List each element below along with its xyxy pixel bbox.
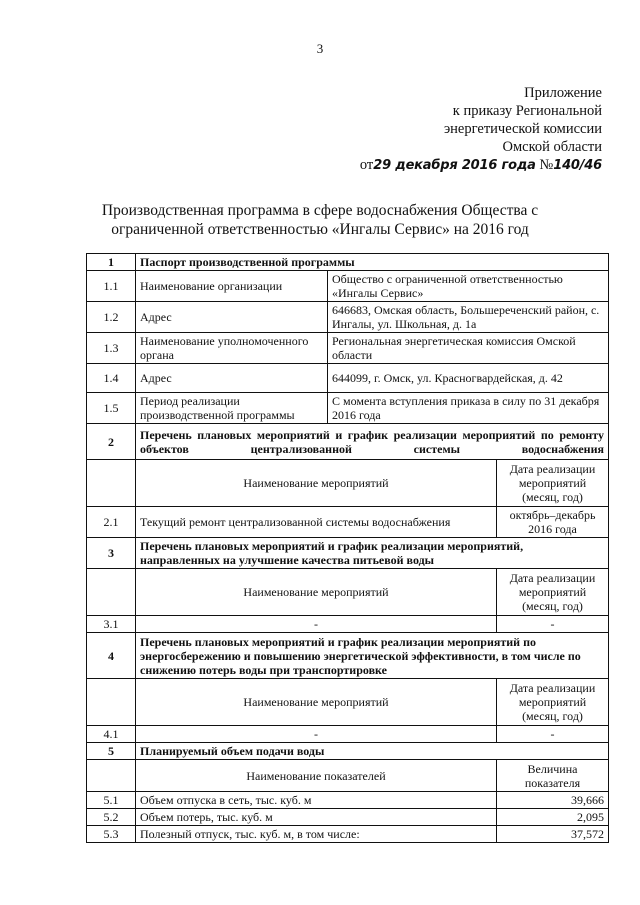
- appendix-block: [360, 84, 602, 175]
- page-number: 3: [316, 41, 324, 56]
- table-row: [87, 271, 609, 302]
- column-header: Дата реализации мероприятий (месяц, год): [497, 460, 609, 507]
- row-number: 4.1: [87, 726, 136, 743]
- row-number: 1.2: [87, 302, 136, 333]
- section-title: Планируемый объем подачи воды: [136, 743, 609, 760]
- row-value: 39,666: [497, 792, 609, 809]
- row-name: -: [136, 726, 497, 743]
- table-row: [87, 809, 609, 826]
- empty-cell: [87, 679, 136, 726]
- table-row: [87, 726, 609, 743]
- row-value: 2,095: [497, 809, 609, 826]
- section-title: Паспорт производственной программы: [136, 254, 609, 271]
- column-header-row: [87, 760, 609, 792]
- table-row: [87, 364, 609, 393]
- row-value: 37,572: [497, 826, 609, 843]
- column-header: Дата реализации мероприятий (месяц, год): [497, 679, 609, 726]
- row-name: Объем потерь, тыс. куб. м: [136, 809, 497, 826]
- column-header: Наименование мероприятий: [136, 460, 497, 507]
- section-header: [87, 254, 609, 271]
- row-value: Региональная энергетическая комиссия Омской области: [328, 333, 609, 364]
- document-title: [80, 201, 560, 239]
- row-name: Текущий ремонт централизованной системы водоснабжения: [136, 507, 497, 538]
- column-header: Наименование мероприятий: [136, 679, 497, 726]
- row-value: 644099, г. Омск, ул. Красногвардейская, д. 42: [328, 364, 609, 393]
- appendix-line: к приказу Региональной: [452, 103, 602, 119]
- appendix-line: Омской области: [502, 139, 602, 155]
- empty-cell: [87, 569, 136, 616]
- appendix-line: энергетической комиссии: [443, 121, 602, 137]
- row-number: 1.5: [87, 393, 136, 424]
- title-line: ограниченной ответственностью «Ингалы Сервис» на 2016 год: [111, 221, 529, 238]
- row-number: 3.1: [87, 616, 136, 633]
- section-number: 3: [87, 538, 136, 569]
- table-row: [87, 333, 609, 364]
- row-label: Адрес: [136, 302, 328, 333]
- row-number: 5.2: [87, 809, 136, 826]
- date-prefix: от: [359, 157, 374, 173]
- row-date: -: [497, 616, 609, 633]
- table-row: [87, 302, 609, 333]
- row-number: 1.1: [87, 271, 136, 302]
- row-date: -: [497, 726, 609, 743]
- appendix-line: Приложение: [524, 85, 602, 101]
- table-row: [87, 616, 609, 633]
- table-row: [87, 792, 609, 809]
- table-row: [87, 507, 609, 538]
- column-header-row: [87, 569, 609, 616]
- production-program-table: [86, 253, 609, 843]
- row-number: 5.1: [87, 792, 136, 809]
- section-header: [87, 424, 609, 460]
- row-value: Общество с ограниченной ответственностью «Ингалы Сервис»: [328, 271, 609, 302]
- row-label: Наименование организации: [136, 271, 328, 302]
- order-date-line: [360, 156, 602, 175]
- empty-cell: [87, 760, 136, 792]
- section-header: [87, 743, 609, 760]
- section-number: 5: [87, 743, 136, 760]
- row-label: Наименование уполномоченного органа: [136, 333, 328, 364]
- row-number: 5.3: [87, 826, 136, 843]
- title-line: Производственная программа в сфере водоснабжения Общества с: [101, 202, 539, 219]
- column-header: Наименование показателей: [136, 760, 497, 792]
- row-value: 646683, Омская область, Большереченский район, с. Ингалы, ул. Школьная, д. 1а: [328, 302, 609, 333]
- row-name: Объем отпуска в сеть, тыс. куб. м: [136, 792, 497, 809]
- section-header: [87, 538, 609, 569]
- row-number: 1.3: [87, 333, 136, 364]
- column-header: Величина показателя: [497, 760, 609, 792]
- handwritten-date: 29 декабря 2016 года: [373, 158, 536, 173]
- handwritten-number: 140/46: [553, 158, 602, 173]
- row-date: октябрь–декабрь 2016 года: [497, 507, 609, 538]
- row-label: Адрес: [136, 364, 328, 393]
- section-number: 2: [87, 424, 136, 460]
- column-header: Наименование мероприятий: [136, 569, 497, 616]
- row-label: Период реализации производственной программы: [136, 393, 328, 424]
- section-title: Перечень плановых мероприятий и график реализации мероприятий по энергосбережению и повышению энергетической эффективности, в том числе по снижению потерь воды при транспортировке: [136, 633, 609, 679]
- section-number: 1: [87, 254, 136, 271]
- row-name: Полезный отпуск, тыс. куб. м, в том числе:: [136, 826, 497, 843]
- row-name: -: [136, 616, 497, 633]
- section-title: Перечень плановых мероприятий и график реализации мероприятий, направленных на улучшение качества питьевой воды: [136, 538, 609, 569]
- row-value: С момента вступления приказа в силу по 31 декабря 2016 года: [328, 393, 609, 424]
- section-number: 4: [87, 633, 136, 679]
- number-prefix: №: [539, 157, 554, 173]
- column-header: Дата реализации мероприятий (месяц, год): [497, 569, 609, 616]
- table-row: [87, 826, 609, 843]
- section-title: Перечень плановых мероприятий и график реализации мероприятий по ремонту объектов централизованной системы водоснабжения: [136, 424, 609, 460]
- column-header-row: [87, 679, 609, 726]
- section-header: [87, 633, 609, 679]
- column-header-row: [87, 460, 609, 507]
- row-number: 1.4: [87, 364, 136, 393]
- row-number: 2.1: [87, 507, 136, 538]
- empty-cell: [87, 460, 136, 507]
- table-row: [87, 393, 609, 424]
